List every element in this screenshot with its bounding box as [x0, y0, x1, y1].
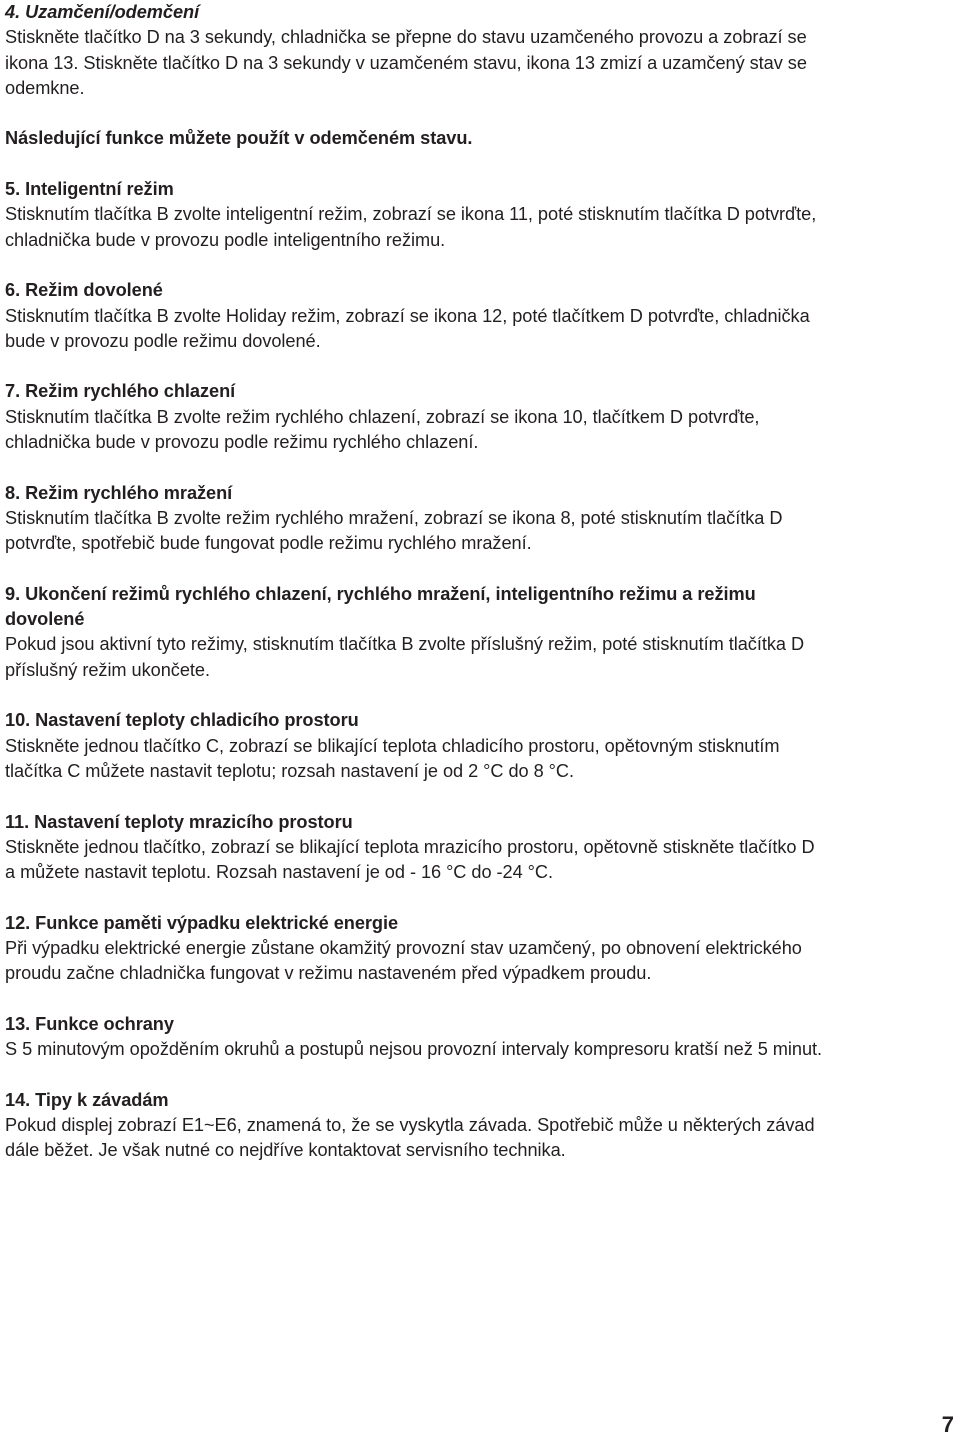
section-heading: 14. Tipy k závadám — [5, 1089, 169, 1110]
section-heading: 12. Funkce paměti výpadku elektrické energie — [5, 912, 399, 933]
section-heading: dovolené — [5, 609, 85, 630]
spacer — [5, 885, 955, 910]
section-locking — [5, 0, 955, 101]
section-heading: 6. Režim dovolené — [5, 280, 163, 301]
spacer — [5, 987, 955, 1012]
section-fridge-temperature — [5, 708, 955, 784]
spacer — [5, 455, 955, 480]
body-text-line: chladnička bude v provozu podle inteligentního režimu. — [5, 229, 446, 250]
spacer — [5, 101, 955, 126]
section-heading: 11. Nastavení teploty mrazicího prostoru — [5, 811, 353, 832]
spacer — [5, 354, 955, 379]
section-intelligent-mode — [5, 177, 955, 253]
body-text-line: S 5 minutovým opožděním okruhů a postupů nejsou provozní intervaly kompresoru kratší než 5 minut. — [5, 1039, 823, 1060]
section-heading: Následující funkce můžete použít v odemčeném stavu. — [5, 128, 473, 149]
body-text-line: potvrďte, spotřebič bude fungovat podle režimu rychlého mražení. — [5, 533, 532, 554]
section-heading: 8. Režim rychlého mražení — [5, 482, 233, 503]
spacer — [5, 557, 955, 582]
body-text-line: proudu začne chladnička fungovat v režimu nastaveném před výpadkem proudu. — [5, 963, 652, 984]
body-text-line: Stisknutím tlačítka B zvolte režim rychlého mražení, zobrazí se ikona 8, poté stisknutím tlačítka D — [5, 507, 783, 528]
body-text-line: Stisknutím tlačítka B zvolte Holiday režim, zobrazí se ikona 12, poté tlačítkem D potvrďte, chladnička — [5, 305, 810, 326]
body-text-line: Stisknutím tlačítka B zvolte inteligentní režim, zobrazí se ikona 11, poté stisknutím tlačítka D potvrďte, — [5, 204, 817, 225]
section-heading: 13. Funkce ochrany — [5, 1013, 174, 1034]
section-holiday-mode — [5, 278, 955, 354]
body-text-line: Stiskněte jednou tlačítko, zobrazí se blikající teplota mrazicího prostoru, opětovně stiskněte tlačítko D — [5, 836, 815, 857]
spacer — [5, 784, 955, 809]
section-fast-freezing — [5, 481, 955, 557]
section-unlocked-note — [5, 126, 955, 151]
body-text-line: Při výpadku elektrické energie zůstane okamžitý provozní stav uzamčený, po obnovení elektrického — [5, 937, 802, 958]
body-text-line: Pokud jsou aktivní tyto režimy, stisknutím tlačítka B zvolte příslušný režim, poté stisknutím tlačítka D — [5, 634, 805, 655]
body-text-line: tlačítka C můžete nastavit teplotu; rozsah nastavení je od 2 °C do 8 °C. — [5, 760, 574, 781]
section-protection — [5, 1012, 955, 1063]
section-freezer-temperature — [5, 810, 955, 886]
section-cancel-modes — [5, 582, 955, 683]
section-heading: 4. Uzamčení/odemčení — [5, 2, 200, 22]
body-text-line: bude v provozu podle režimu dovolené. — [5, 330, 321, 351]
body-text-line: Stiskněte tlačítko D na 3 sekundy, chladnička se přepne do stavu uzamčeného provozu a zobrazí se — [5, 27, 807, 48]
body-text-line: ikona 13. Stiskněte tlačítko D na 3 sekundy v uzamčeném stavu, ikona 13 zmizí a uzamčený stav se — [5, 52, 807, 73]
section-power-failure-memory — [5, 911, 955, 987]
body-text-line: příslušný režim ukončete. — [5, 659, 210, 680]
body-text-line: chladnička bude v provozu podle režimu rychlého chlazení. — [5, 432, 479, 453]
section-heading: 9. Ukončení režimů rychlého chlazení, rychlého mražení, inteligentního režimu a režimu — [5, 583, 756, 604]
spacer — [5, 253, 955, 278]
body-text-line: Stisknutím tlačítka B zvolte režim rychlého chlazení, zobrazí se ikona 10, tlačítkem D potvrďte, — [5, 406, 760, 427]
section-heading: 10. Nastavení teploty chladicího prostoru — [5, 710, 359, 731]
spacer — [5, 1062, 955, 1087]
document-page — [5, 0, 955, 1164]
section-heading: 7. Režim rychlého chlazení — [5, 381, 236, 402]
page-number: 7 — [941, 1412, 954, 1437]
body-text-line: a můžete nastavit teplotu. Rozsah nastavení je od - 16 °C do -24 °C. — [5, 862, 553, 883]
section-heading: 5. Inteligentní režim — [5, 179, 174, 200]
body-text-line: dále běžet. Je však nutné co nejdříve kontaktovat servisního technika. — [5, 1140, 566, 1161]
body-text-line: Stiskněte jednou tlačítko C, zobrazí se blikající teplota chladicího prostoru, opětovným stisknutím — [5, 735, 780, 756]
body-text-line: odemkne. — [5, 77, 85, 98]
body-text-line: Pokud displej zobrazí E1~E6, znamená to, že se vyskytla závada. Spotřebič může u některých závad — [5, 1115, 815, 1136]
section-troubleshooting — [5, 1088, 955, 1164]
spacer — [5, 152, 955, 177]
spacer — [5, 683, 955, 708]
section-fast-cooling — [5, 379, 955, 455]
